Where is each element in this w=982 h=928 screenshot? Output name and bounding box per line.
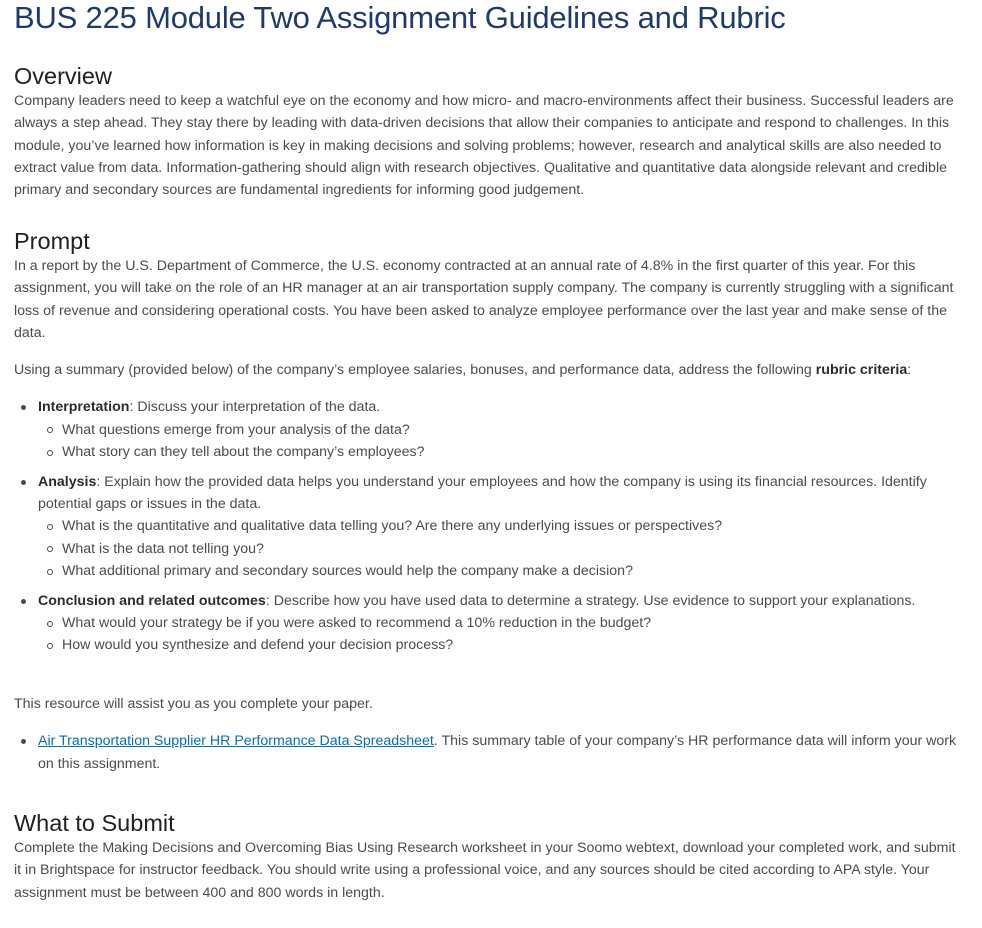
criteria-name: Analysis: [38, 473, 97, 490]
hr-spreadsheet-link[interactable]: Air Transportation Supplier HR Performance Data Spreadsheet: [38, 733, 434, 750]
sub-list-item: What is the data not telling you?: [62, 538, 960, 560]
criteria-item-interpretation: [38, 396, 960, 463]
criteria-sub-list: [38, 419, 960, 464]
prompt-intro: In a report by the U.S. Department of Commerce, the U.S. economy contracted at an annual rate of 4.8% in the first quarter of this year. For this assignment, you will take on the role of an HR manager at an air transportation supply company. The company is currently struggling with a significant loss of revenue and considering operational costs. You have been asked to analyze employee performance over the last year and make sense of the data.: [14, 258, 954, 341]
criteria-name: Conclusion and related outcomes: [38, 592, 266, 609]
prompt-heading: Prompt: [14, 228, 90, 254]
page-title: BUS 225 Module Two Assignment Guidelines and Rubric: [14, 0, 786, 35]
criteria-lead-paragraph: [14, 359, 960, 381]
criteria-bold-text: rubric criteria: [815, 362, 908, 379]
criteria-sub-list: [38, 515, 960, 582]
resource-item: [38, 730, 960, 775]
resource-description: . This summary table of your company’s HR performance data will inform your work on this assignment.: [38, 733, 957, 772]
criteria-item-conclusion: [38, 590, 960, 657]
overview-body: Company leaders need to keep a watchful eye on the economy and how micro- and macro-environments affect their business. Successful leaders are always a step ahead. They stay there by leading with data-driven decisions that allow their companies to anticipate and respond to challenges. In this module, you’ve learned how information is key in making decisions and solving problems; however, research and analytical skills are also needed to extract value from data. Information-gathering should align with research objectives. Qualitative and quantitative data alongside relevant and credible primary and secondary sources are fundamental ingredients for informing good judgement.: [14, 93, 954, 199]
sub-list-item: What story can they tell about the company’s employees?: [62, 441, 960, 463]
sub-list-item: How would you synthesize and defend your decision process?: [62, 634, 960, 656]
criteria-text: : Discuss your interpretation of the data.: [129, 399, 381, 416]
criteria-sub-list: [38, 612, 960, 657]
overview-heading: Overview: [14, 63, 112, 89]
sub-list-item: What is the quantitative and qualitative data telling you? Are there any underlying issues or perspectives?: [62, 515, 960, 537]
submit-heading: What to Submit: [14, 810, 175, 836]
submit-section: [14, 810, 960, 904]
criteria-text: : Explain how the provided data helps you understand your employees and how the company is using its financial resources. Identify potential gaps or issues in the data.: [38, 473, 927, 513]
overview-section: [14, 63, 960, 201]
submit-body: Complete the Making Decisions and Overcoming Bias Using Research worksheet in your Soomo webtext, download your completed work, and submit it in Brightspace for instructor feedback. You should write using a professional voice, and any sources should be cited according to APA style. Your assignment must be between 400 and 800 words in length.: [14, 840, 956, 901]
criteria-item-analysis: [38, 471, 960, 582]
criteria-list: [14, 396, 960, 656]
criteria-text: : Describe how you have used data to determine a strategy. Use evidence to support your explanations.: [265, 592, 916, 609]
criteria-name: Interpretation: [38, 399, 130, 416]
sub-list-item: What additional primary and secondary sources would help the company make a decision?: [62, 560, 960, 582]
resource-list: [14, 730, 960, 775]
criteria-lead-text: Using a summary (provided below) of the company’s employee salaries, bonuses, and performance data, address the following: [14, 362, 816, 379]
prompt-section: [14, 228, 960, 664]
resource-section: [14, 693, 960, 782]
criteria-end-text: :: [907, 362, 912, 379]
sub-list-item: What questions emerge from your analysis of the data?: [62, 419, 960, 441]
resource-intro: This resource will assist you as you complete your paper.: [14, 696, 373, 712]
sub-list-item: What would your strategy be if you were asked to recommend a 10% reduction in the budget?: [62, 612, 960, 634]
